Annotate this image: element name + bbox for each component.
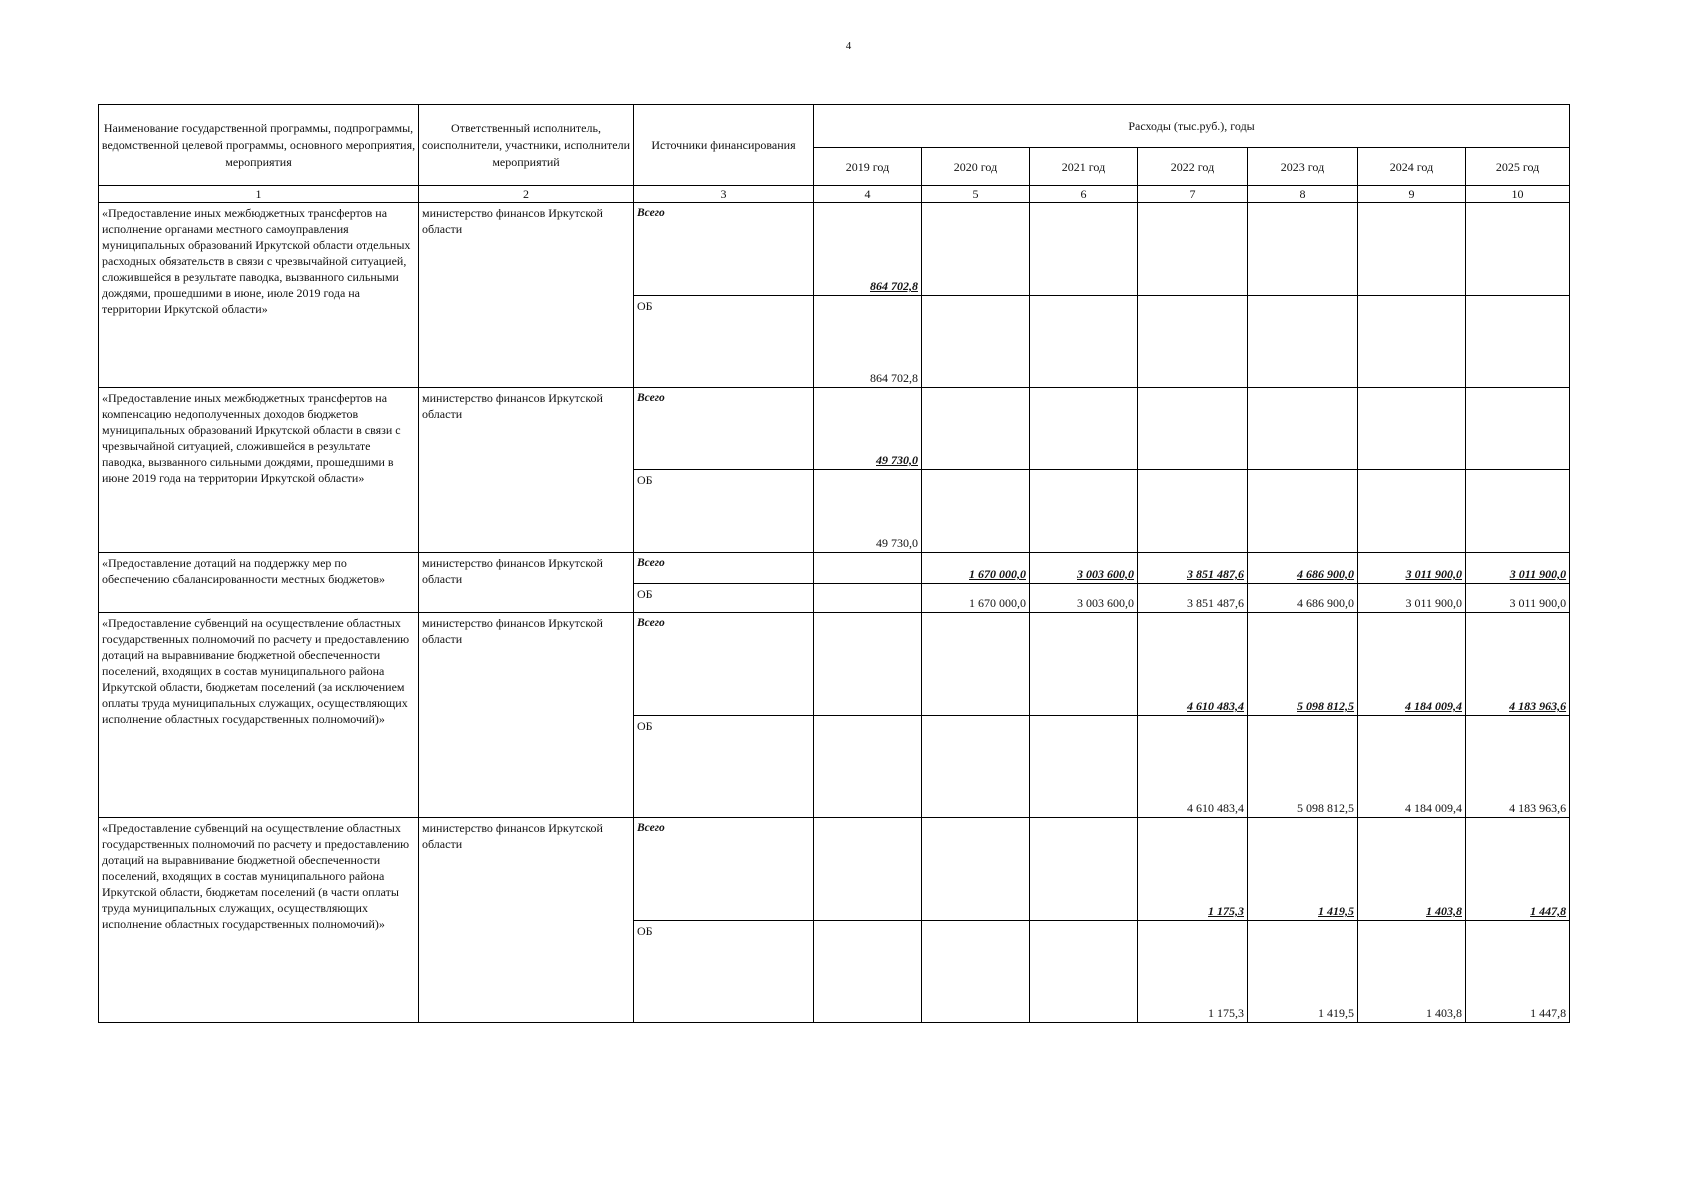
table-row-total — [99, 613, 1570, 716]
value-cell: 5 098 812,5 — [1248, 613, 1358, 716]
source-total-label: Всего — [634, 818, 814, 921]
value-cell — [922, 388, 1030, 470]
table-row-total — [99, 553, 1570, 584]
value-cell: 1 419,5 — [1248, 818, 1358, 921]
value-cell: 1 175,3 — [1138, 818, 1248, 921]
executor: министерство финансов Иркутской области — [419, 388, 634, 553]
value-cell — [922, 613, 1030, 716]
column-number: 1 — [99, 186, 419, 203]
value-cell: 3 003 600,0 — [1030, 553, 1138, 584]
value-cell: 3 011 900,0 — [1466, 584, 1570, 613]
value-cell — [814, 584, 922, 613]
header-executor-column: Ответственный исполнитель, соисполнители, участники, исполнители мероприятий — [419, 105, 634, 186]
value-cell — [814, 716, 922, 818]
value-cell — [922, 818, 1030, 921]
value-cell — [1358, 388, 1466, 470]
value-cell: 1 447,8 — [1466, 921, 1570, 1023]
table-row-total — [99, 388, 1570, 470]
measure-name: «Предоставление иных межбюджетных трансфертов на исполнение органами местного самоуправления муниципальных образований Иркутской области отдельных расходных обязательств в связи с чрезвычайной ситуацией, сложившейся в результате паводка, вызванного сильными дождями, прошедшими в июне, июле 2019 года на территории Иркутской области» — [99, 203, 419, 388]
executor: министерство финансов Иркутской области — [419, 613, 634, 818]
measure-name: «Предоставление субвенций на осуществление областных государственных полномочий по расчету и предоставлению дотаций на выравнивание бюджетной обеспеченности поселений, входящих в состав муниципального района Иркутской области, бюджетам поселений (за исключением оплаты труда муниципальных служащих, осуществляющих исполнение областных государственных полномочий)» — [99, 613, 419, 818]
value-cell — [814, 818, 922, 921]
value-cell — [922, 203, 1030, 296]
table-body — [99, 203, 1570, 1023]
column-number: 4 — [814, 186, 922, 203]
value-cell: 1 447,8 — [1466, 818, 1570, 921]
header-year: 2025 год — [1466, 148, 1570, 186]
value-cell: 4 610 483,4 — [1138, 716, 1248, 818]
value-cell — [1138, 296, 1248, 388]
value-cell — [1466, 203, 1570, 296]
page-number: 4 — [845, 40, 852, 52]
measure-name: «Предоставление иных межбюджетных трансфертов на компенсацию недополученных доходов бюджетов муниципальных образований Иркутской области в связи с чрезвычайной ситуацией, сложившейся в результате паводка, вызванного сильными дождями, прошедшими в июне 2019 года на территории Иркутской области» — [99, 388, 419, 553]
value-cell — [1248, 388, 1358, 470]
table-header — [99, 105, 1570, 203]
value-cell: 4 686 900,0 — [1248, 584, 1358, 613]
column-number: 6 — [1030, 186, 1138, 203]
value-cell: 3 851 487,6 — [1138, 584, 1248, 613]
value-cell — [922, 296, 1030, 388]
value-cell — [922, 470, 1030, 553]
executor: министерство финансов Иркутской области — [419, 818, 634, 1023]
column-number: 9 — [1358, 186, 1466, 203]
value-cell — [1466, 470, 1570, 553]
value-cell — [1030, 203, 1138, 296]
value-cell — [814, 613, 922, 716]
header-name-column: Наименование государственной программы, подпрограммы, ведомственной целевой программы, основного мероприятия, мероприятия — [99, 105, 419, 186]
value-cell — [814, 553, 922, 584]
value-cell: 4 686 900,0 — [1248, 553, 1358, 584]
header-year: 2022 год — [1138, 148, 1248, 186]
value-cell: 3 851 487,6 — [1138, 553, 1248, 584]
table-row-total — [99, 203, 1570, 296]
value-cell: 49 730,0 — [814, 388, 922, 470]
value-cell: 1 419,5 — [1248, 921, 1358, 1023]
value-cell — [922, 716, 1030, 818]
value-cell: 3 003 600,0 — [1030, 584, 1138, 613]
value-cell — [1030, 613, 1138, 716]
budget-table — [98, 104, 1570, 1023]
value-cell: 5 098 812,5 — [1248, 716, 1358, 818]
value-cell: 1 670 000,0 — [922, 584, 1030, 613]
header-source-column: Источники финансирования — [634, 105, 814, 186]
value-cell: 3 011 900,0 — [1466, 553, 1570, 584]
value-cell — [814, 921, 922, 1023]
value-cell — [1248, 296, 1358, 388]
value-cell: 4 184 009,4 — [1358, 613, 1466, 716]
header-year: 2024 год — [1358, 148, 1466, 186]
header-year: 2023 год — [1248, 148, 1358, 186]
column-number: 10 — [1466, 186, 1570, 203]
source-total-label: Всего — [634, 613, 814, 716]
value-cell — [1466, 388, 1570, 470]
value-cell — [922, 921, 1030, 1023]
value-cell: 1 403,8 — [1358, 818, 1466, 921]
value-cell: 3 011 900,0 — [1358, 553, 1466, 584]
executor: министерство финансов Иркутской области — [419, 203, 634, 388]
value-cell — [1138, 470, 1248, 553]
value-cell: 864 702,8 — [814, 203, 922, 296]
source-total-label: Всего — [634, 203, 814, 296]
value-cell — [1138, 203, 1248, 296]
source-ob-label: ОБ — [634, 584, 814, 613]
value-cell — [1030, 388, 1138, 470]
column-number: 3 — [634, 186, 814, 203]
source-ob-label: ОБ — [634, 716, 814, 818]
value-cell — [1248, 470, 1358, 553]
value-cell — [1358, 470, 1466, 553]
value-cell — [1030, 296, 1138, 388]
value-cell — [1030, 921, 1138, 1023]
value-cell — [1466, 296, 1570, 388]
value-cell: 1 670 000,0 — [922, 553, 1030, 584]
value-cell — [1030, 716, 1138, 818]
value-cell: 1 403,8 — [1358, 921, 1466, 1023]
column-number: 2 — [419, 186, 634, 203]
header-expenses: Расходы (тыс.руб.), годы — [814, 105, 1570, 148]
source-total-label: Всего — [634, 553, 814, 584]
value-cell: 864 702,8 — [814, 296, 922, 388]
column-number: 5 — [922, 186, 1030, 203]
value-cell — [1358, 296, 1466, 388]
value-cell: 4 610 483,4 — [1138, 613, 1248, 716]
value-cell — [1138, 388, 1248, 470]
measure-name: «Предоставление субвенций на осуществление областных государственных полномочий по расчету и предоставлению дотаций на выравнивание бюджетной обеспеченности поселений, входящих в состав муниципального района Иркутской области, бюджетам поселений (в части оплаты труда муниципальных служащих, осуществляющих исполнение областных государственных полномочий)» — [99, 818, 419, 1023]
value-cell: 4 183 963,6 — [1466, 613, 1570, 716]
value-cell: 3 011 900,0 — [1358, 584, 1466, 613]
value-cell — [1358, 203, 1466, 296]
source-ob-label: ОБ — [634, 470, 814, 553]
source-ob-label: ОБ — [634, 296, 814, 388]
value-cell: 49 730,0 — [814, 470, 922, 553]
header-year: 2021 год — [1030, 148, 1138, 186]
column-numbers-row — [99, 186, 1570, 203]
value-cell — [1030, 470, 1138, 553]
header-year: 2019 год — [814, 148, 922, 186]
measure-name: «Предоставление дотаций на поддержку мер по обеспечению сбалансированности местных бюджетов» — [99, 553, 419, 613]
header-year: 2020 год — [922, 148, 1030, 186]
source-total-label: Всего — [634, 388, 814, 470]
column-number: 7 — [1138, 186, 1248, 203]
value-cell — [1030, 818, 1138, 921]
value-cell: 4 184 009,4 — [1358, 716, 1466, 818]
column-number: 8 — [1248, 186, 1358, 203]
value-cell: 1 175,3 — [1138, 921, 1248, 1023]
value-cell — [1248, 203, 1358, 296]
table-row-total — [99, 818, 1570, 921]
source-ob-label: ОБ — [634, 921, 814, 1023]
value-cell: 4 183 963,6 — [1466, 716, 1570, 818]
executor: министерство финансов Иркутской области — [419, 553, 634, 613]
